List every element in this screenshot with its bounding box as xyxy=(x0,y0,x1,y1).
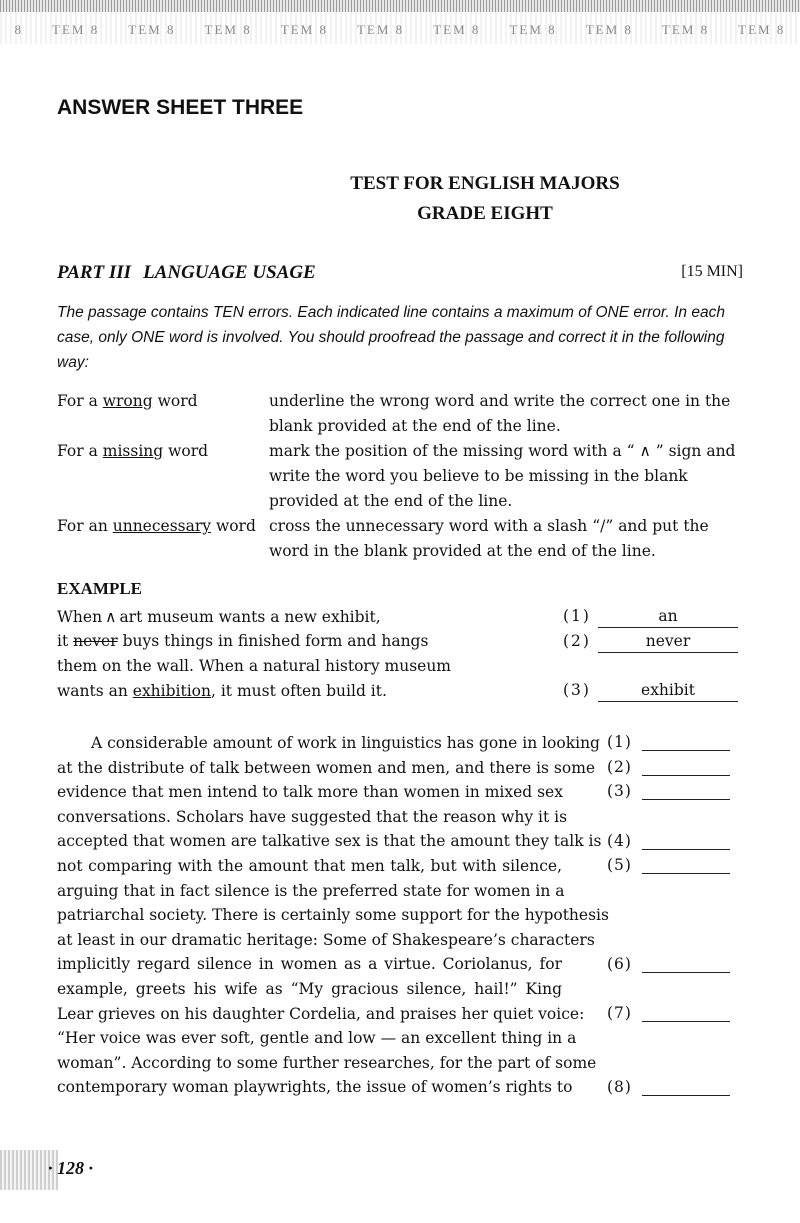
caret-mark: ∧ xyxy=(105,608,117,626)
sheet-title: ANSWER SHEET THREE xyxy=(57,96,304,119)
passage-line: evidence that men intend to talk more than women in mixed sex xyxy=(57,783,563,802)
answer-number: (8) xyxy=(607,1078,632,1096)
answer-number: (5) xyxy=(607,856,632,874)
passage-line: at the distribute of talk between women and men, and there is some xyxy=(57,758,596,777)
example-number: (2) xyxy=(563,632,591,650)
header-mark: TEM 8 xyxy=(661,22,710,37)
rule-description: mark the position of the missing word with a “ ∧ ” sign and write the word you believe to be missing in the blank provided at the end of the line. xyxy=(269,442,736,510)
answer-number: (4) xyxy=(607,832,632,850)
example-number: (1) xyxy=(563,607,591,625)
passage-line: not comparing with the amount that men talk, but with silence, xyxy=(57,856,562,875)
part-label: PART III xyxy=(57,262,132,283)
rule-label: For a missing word xyxy=(57,442,209,460)
example-line-1: When ∧ art museum wants a new exhibit, xyxy=(57,605,381,629)
answer-number: (7) xyxy=(607,1004,632,1022)
underlined-word: exhibition xyxy=(132,682,211,700)
example-line-2: it never buys things in finished form and hangs xyxy=(57,632,429,650)
passage xyxy=(57,731,609,1100)
part-name: LANGUAGE USAGE xyxy=(143,262,316,283)
passage-line: at least in our dramatic heritage: Some of Shakespeare’s characters xyxy=(57,930,595,949)
rule-label: For a wrong word xyxy=(57,392,198,410)
passage-line: conversations. Scholars have suggested that the reason why it is xyxy=(57,807,568,826)
rule-keyword: unnecessary xyxy=(112,517,212,535)
header-mark: TEM 8 xyxy=(433,22,481,37)
header-mark: TEM 8 xyxy=(509,22,557,37)
example-line-3: them on the wall. When a natural history museum xyxy=(57,657,452,675)
page-number: · 128 · xyxy=(48,1158,93,1178)
rule-description: underline the wrong word and write the correct one in the blank provided at the end of the line. xyxy=(269,392,731,435)
answer-number: (3) xyxy=(607,782,632,800)
header-mark: 8 xyxy=(14,22,24,37)
answer-number: (1) xyxy=(607,733,632,751)
example-heading: EXAMPLE xyxy=(57,579,142,598)
example-number: (3) xyxy=(563,681,591,699)
passage-line: Lear grieves on his daughter Cordelia, and praises her quiet voice: xyxy=(57,1004,585,1023)
instructions: The passage contains TEN errors. Each indicated line contains a maximum of ONE error. In each case, only ONE word is involved. You should proofread the passage and correct it in the following way: xyxy=(57,304,725,371)
answer-blank[interactable] xyxy=(642,831,730,850)
passage-line: A considerable amount of work in linguistics has gone in looking xyxy=(91,734,600,752)
answer-blank[interactable] xyxy=(642,954,730,973)
example-answer-blank: never xyxy=(598,630,738,653)
answer-blank[interactable] xyxy=(642,855,730,874)
example-line-4: wants an exhibition, it must often build it. xyxy=(57,682,387,700)
header-marks xyxy=(0,22,800,38)
answer-blank[interactable] xyxy=(642,757,730,776)
struck-word: never xyxy=(73,632,118,650)
header-mark: TEM 8 xyxy=(128,22,176,37)
header-mark: TEM 8 xyxy=(738,22,786,37)
test-title-line1: TEST FOR ENGLISH MAJORS xyxy=(350,173,620,194)
passage-line: arguing that in fact silence is the preferred state for women in a xyxy=(57,881,565,900)
rule-description: cross the unnecessary word with a slash “/” and put the word in the blank provided at the end of the line. xyxy=(269,517,709,560)
rule-label: For an unnecessary word xyxy=(57,517,256,535)
answer-blank[interactable] xyxy=(642,1003,730,1022)
header-mark: TEM 8 xyxy=(52,22,100,37)
example-answer-blank: exhibit xyxy=(598,679,738,702)
part-heading xyxy=(57,262,316,284)
test-title-line2: GRADE EIGHT xyxy=(417,203,553,224)
header-mark: TEM 8 xyxy=(585,22,633,37)
passage-line: contemporary woman playwrights, the issue of women’s rights to xyxy=(57,1078,573,1097)
answer-blank[interactable] xyxy=(642,1077,730,1096)
answer-blank[interactable] xyxy=(642,781,730,800)
passage-line: accepted that women are talkative sex is that the amount they talk is xyxy=(57,832,602,851)
answer-blank[interactable] xyxy=(642,732,730,751)
passage-line: woman”. According to some further researches, for the part of some xyxy=(57,1053,597,1072)
header-mark: TEM 8 xyxy=(356,22,405,37)
header-mark: TEM 8 xyxy=(204,22,252,37)
header-mark: TEM 8 xyxy=(280,22,328,37)
answer-number: (6) xyxy=(607,955,632,973)
passage-line: example, greets his wife as “My gracious silence, hail!” King xyxy=(57,979,562,998)
passage-line: “Her voice was ever soft, gentle and low — an excellent thing in a xyxy=(57,1029,577,1048)
passage-line: patriarchal society. There is certainly some support for the hypothesis xyxy=(57,906,609,925)
example-answer-blank: an xyxy=(598,605,738,628)
answer-number: (2) xyxy=(607,758,632,776)
passage-line: implicitly regard silence in women as a virtue. Coriolanus, for xyxy=(57,955,562,974)
rule-keyword: missing xyxy=(102,442,164,460)
rule-keyword: wrong xyxy=(102,392,153,410)
part-time: [15 MIN] xyxy=(681,263,743,280)
